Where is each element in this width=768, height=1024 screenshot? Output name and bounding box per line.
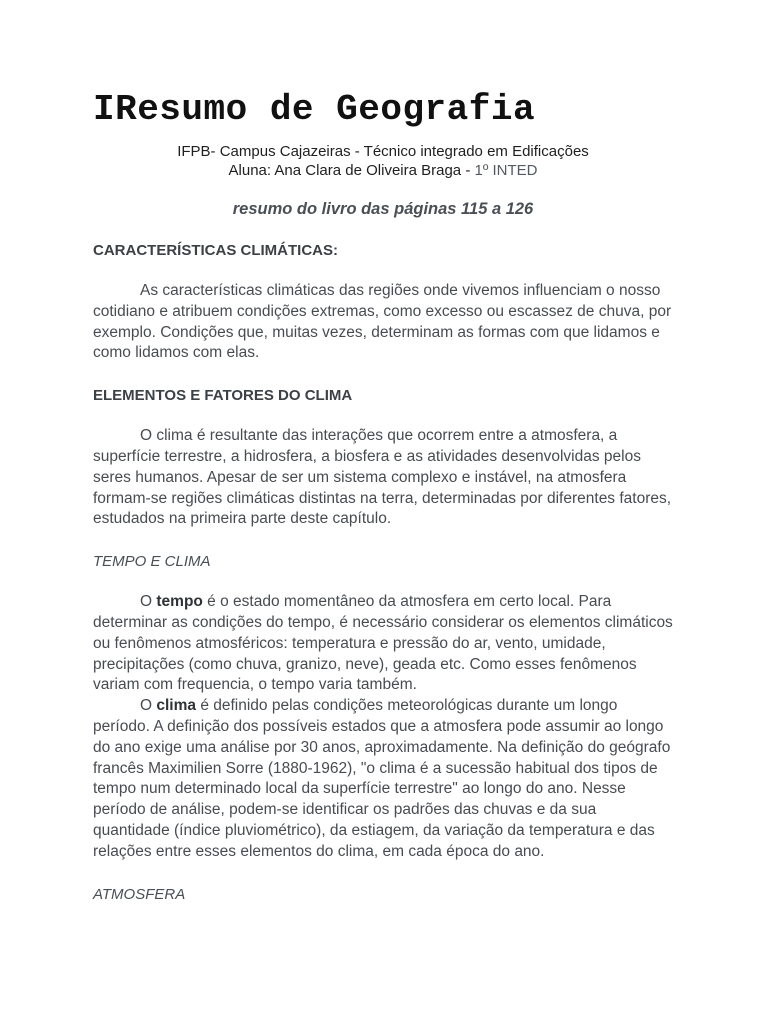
section-paragraph <box>93 592 673 696</box>
paragraph-text: é definido pelas condições meteorológicas durante um longo período. A definição dos possíveis estados que a atmosfera pode assumir ao longo do ano exige uma análise por 30 anos, aproximadamente. Na definição do geógrafo francês Maximilien Sorre (1880-1962), "o clima é a sucessão habitual dos tipos de tempo num determinado local da superfície terrestre" ao longo do ano. Nesse período de análise, podem-se identificar os padrões das chuvas e da sua quantidade (índice pluviométrico), da estiagem, da variação da temperatura e das relações entre esses elementos do clima, em cada época do ano. <box>93 697 671 860</box>
term-tempo: tempo <box>156 593 203 611</box>
document-page <box>93 90 673 905</box>
section-heading-atmosphere: ATMOSFERA <box>93 885 186 903</box>
term-clima: clima <box>156 697 197 715</box>
document-header <box>93 142 673 180</box>
document-subtitle: resumo do livro das páginas 115 a 126 <box>232 200 534 218</box>
paragraph-text: As características climáticas das regiões onde vivemos influenciam o nosso cotidiano e atribuem condições extremas, como excesso ou escassez de chuva, por exemplo. Condições que, muitas vezes, determinam as formas com que lidamos e como lidamos com elas. <box>93 282 672 362</box>
section-paragraph <box>93 281 673 364</box>
section-heading-weather-climate: TEMPO E CLIMA <box>93 553 211 571</box>
section-paragraph <box>93 426 673 530</box>
paragraph-lead: O <box>140 593 157 611</box>
paragraph-text: é o estado momentâneo da atmosfera em certo local. Para determinar as condições do tempo, é necessário considerar os elementos climáticos ou fenômenos atmosféricos: temperatura e pressão do ar, vento, umidade, precipitações (como chuva, granizo, neve), geada etc. Como esses fenômenos variam com frequencia, o tempo varia também. <box>93 593 673 694</box>
student-name: Aluna: Ana Clara de Oliveira Braga - <box>228 162 475 179</box>
section-heading-climate-elements: ELEMENTOS E FATORES DO CLIMA <box>93 387 353 405</box>
section-heading-climate-characteristics: CARACTERÍSTICAS CLIMÁTICAS: <box>93 242 338 259</box>
document-title: IResumo de Geografia <box>93 89 536 130</box>
section-paragraph <box>93 696 673 862</box>
student-line <box>93 161 673 180</box>
paragraph-lead: O <box>140 697 157 715</box>
class-name: 1º INTED <box>474 162 538 179</box>
institution-line: IFPB- Campus Cajazeiras - Técnico integrado em Edificações <box>177 143 589 160</box>
paragraph-text: O clima é resultante das interações que ocorrem entre a atmosfera, a superfície terrestre, a hidrosfera, a biosfera e as atividades desenvolvidas pelos seres humanos. Apesar de ser um sistema complexo e instável, na atmosfera formam-se regiões climáticas distintas na terra, determinadas por diferentes fatores, estudados na primeira parte deste capítulo. <box>93 427 672 528</box>
